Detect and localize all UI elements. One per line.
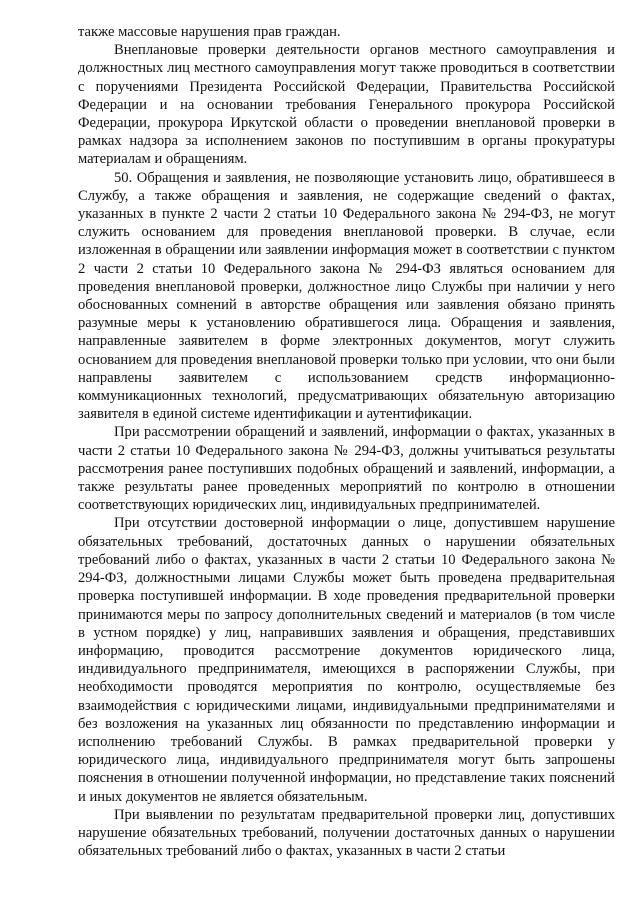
paragraph-detection-results: При выявлении по результатам предварительной проверки лиц, допустивших нарушение обязательных требований, получении достаточных данных о нарушении обязательных требований либо о фактах, указанных в части 2 статьи <box>78 806 615 860</box>
paragraph-item-50: 50. Обращения и заявления, не позволяющие установить лицо, обратившееся в Службу, а также обращения и заявления, не содержащие сведений о фактах, указанных в пункте 2 части 2 статьи 10 Федерального закона № 294-ФЗ, не могут служить основанием для проведения внеплановой проверки. В случае, если изложенная в обращении или заявлении информация может в соответствии с пунктом 2 части 2 статьи 10 Федерального закона № 294-ФЗ являться основанием для проведения внеплановой проверки, должностное лицо Службы при наличии у него обоснованных сомнений в авторстве обращения или заявления обязано принять разумные меры к установлению обратившегося лица. Обращения и заявления, направленные заявителем в форме электронных документов, могут служить основанием для проведения внеплановой проверки только при условии, что они были направлены заявителем с использованием средств информационно-коммуникационных технологий, предусматривающих обязательную авторизацию заявителя в единой системе идентификации и аутентификации. <box>78 169 615 423</box>
paragraph-preliminary-check: При отсутствии достоверной информации о лице, допустившем нарушение обязательных требований, достаточных данных о нарушении обязательных требований либо о фактах, указанных в части 2 статьи 10 Федерального закона № 294-ФЗ, должностными лицами Службы может быть проведена предварительная проверка поступившей информации. В ходе проведения предварительной проверки принимаются меры по запросу дополнительных сведений и материалов (в том числе в устном порядке) у лиц, направивших заявления и обращения, представивших информацию, проводится рассмотрение документов юридического лица, индивидуального предпринимателя, имеющихся в распоряжении Службы, при необходимости проводятся мероприятия по контролю, осуществляемые без взаимодействия с юридическими лицами, индивидуальными предпринимателями и без возложения на указанных лиц обязанности по представлению информации и исполнению требований Службы. В рамках предварительной проверки у юридического лица, индивидуального предпринимателя могут быть запрошены пояснения в отношении полученной информации, но представление таких пояснений и иных документов не является обязательным. <box>78 515 615 805</box>
paragraph-consideration: При рассмотрении обращений и заявлений, информации о фактах, указанных в части 2 статьи 10 Федерального закона № 294-ФЗ, должны учитываться результаты рассмотрения ранее поступивших подобных обращений и заявлений, информации, а также результаты ранее проведенных мероприятий по контролю в отношении соответствующих юридических лиц, индивидуальных предпринимателей. <box>78 424 615 514</box>
paragraph-continuation: также массовые нарушения прав граждан. <box>78 24 341 40</box>
paragraph-unscheduled-inspections: Внеплановые проверки деятельности органов местного самоуправления и должностных лиц местного самоуправления могут также проводиться в соответствии с поручениями Президента Российской Федерации, Правительства Российской Федерации и на основании требования Генерального прокурора Российской Федерации, прокурора Иркутской области о проведении внеплановой проверки в рамках надзора за исполнением законов по поступившим в органы прокуратуры материалам и обращениям. <box>78 42 615 168</box>
